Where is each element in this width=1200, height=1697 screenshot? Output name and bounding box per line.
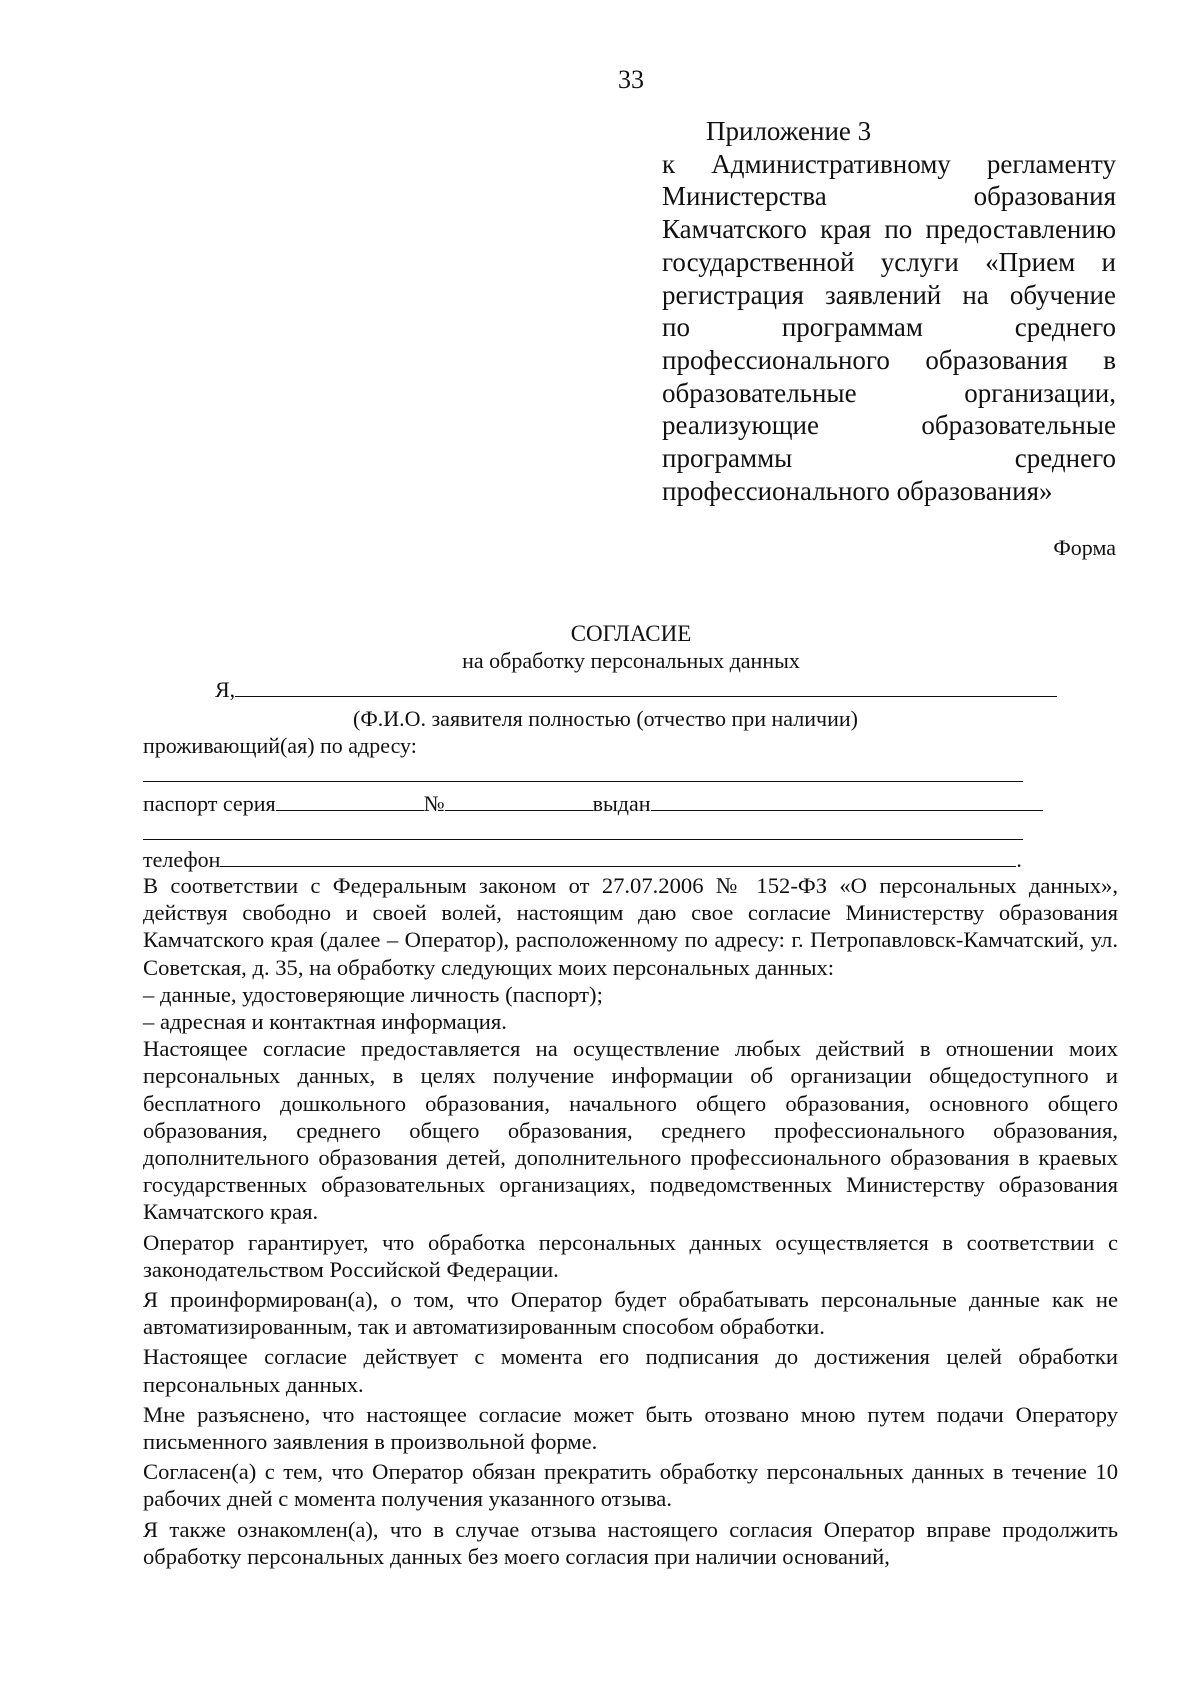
address-field[interactable] [143,781,1023,782]
appendix-line: профессионального образования в [662,344,1116,375]
page-number: 33 [618,65,644,94]
passport-series-label: паспорт серия [143,791,276,816]
i-label: Я, [215,677,236,702]
consent-body [143,872,1118,1570]
body-paragraph: В соответствии с Федеральным законом от 27.07.2006 № 152-ФЗ «О персональных данных», действуя свободно и своей волей, настоящим даю свое согласие Министерству образования Камчатского края (далее – Оператор), расположенному по адресу: г. Петропавловск-Камчатский, ул. Советская, д. 35, на обработку следующих моих персональных данных: [143,873,1118,980]
appendix-title: Приложение 3 [706,116,872,146]
body-paragraph: Согласен(а) с тем, что Оператор обязан прекратить обработку персональных данных в течение 10 рабочих дней с момента получения указанного отзыва. [143,1459,1118,1512]
passport-number-field[interactable] [445,789,593,811]
appendix-line: программы среднего [662,443,1116,474]
appendix-line: к Административному регламенту [662,148,1116,179]
fio-hint: (Ф.И.О. заявителя полностью (отчество при наличии) [353,706,858,731]
passport-series-field[interactable] [276,789,424,811]
phone-label: телефон [143,847,221,872]
passport-issued-label: выдан [592,791,651,816]
appendix-line: Камчатского края по предоставлению [662,214,1116,245]
phone-field[interactable] [220,845,1016,867]
body-paragraph: Оператор гарантирует, что обработка персональных данных осуществляется в соответствии с законодательством Российской Федерации. [143,1229,1118,1282]
appendix-line: Министерства образования [662,181,1116,212]
body-list-item: – данные, удостоверяющие личность (паспорт); [143,981,603,1007]
body-paragraph: Я также ознакомлен(а), что в случае отзыва настоящего согласия Оператор вправе продолжить обработку персональных данных без моего согласия при наличии оснований, [143,1516,1118,1569]
address-label: проживающий(ая) по адресу: [143,733,417,758]
appendix-line: образовательные организации, [662,377,1116,408]
document-title: СОГЛАСИЕ [570,621,692,646]
passport-number-label: № [423,791,445,816]
body-paragraph: Мне разъяснено, что настоящее согласие может быть отозвано мною путем подачи Оператору письменного заявления в произвольной форме. [143,1401,1118,1455]
passport-issued-field[interactable] [651,789,1043,811]
passport-row [143,789,1043,817]
body-paragraph: Настоящее согласие предоставляется на осуществление любых действий в отношении моих персональных данных, в целях получение информации об организации общедоступного и бесплатного дошкольного образования, начального общего образования, основного общего образования, среднего общего образования, среднего профессионального образования, дополнительного образования детей, дополнительного профессионального образования в краевых государственных образовательных организациях, подведомственных Министерству образования Камчатского края. [143,1036,1118,1225]
body-paragraph: Я проинформирован(а), о том, что Оператор будет обрабатывать персональные данные как не автоматизированным, так и автоматизированным способом обработки. [143,1287,1118,1340]
full-name-row [215,675,1057,703]
passport-extra-line[interactable] [143,839,1023,840]
body-paragraph: Настоящее согласие действует с момента его подписания до достижения целей обработки персональных данных. [143,1344,1118,1397]
full-name-field[interactable] [235,675,1057,697]
body-list-item: – адресная и контактная информация. [143,1009,507,1035]
appendix-line: регистрация заявлений на обучение [662,279,1116,310]
form-label: Форма [1053,535,1116,560]
appendix-line: реализующие образовательные [662,410,1116,441]
appendix-line: по программам среднего [662,312,1116,343]
appendix-line: профессионального образования» [662,475,1053,506]
phone-row [143,845,1022,873]
phone-end: . [1016,847,1022,872]
appendix-line: государственной услуги «Прием и [662,246,1116,277]
document-subtitle: на обработку персональных данных [462,648,800,673]
appendix-block [662,115,1116,507]
